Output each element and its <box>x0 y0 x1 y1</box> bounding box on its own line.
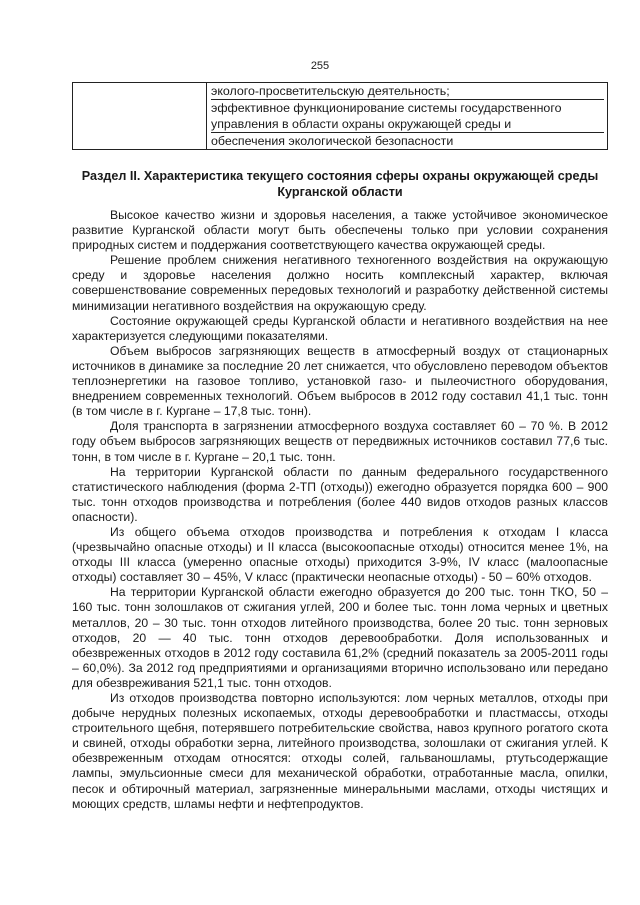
paragraph: Высокое качество жизни и здоровья населения, а также устойчивое экономическое развитие Курганской области могут быть обеспечены только при условии сохранения природных систем и поддержания соответствующего качества окружающей среды. <box>72 208 608 253</box>
table-row <box>73 83 608 150</box>
paragraph: Решение проблем снижения негативного техногенного воздействия на окружающую среду и здоровье населения должно носить комплексный характер, включая совершенствование современных передовых технологий и разработку действенной системы минимизации негативного воздействия на окружающую среду. <box>72 253 608 313</box>
paragraph: На территории Курганской области ежегодно образуется до 200 тыс. тонн ТКО, 50 – 160 тыс. тонн золошлаков от сжигания углей, 200 и более тыс. тонн лома черных и цветных металлов, 20 – 30 тыс. тонн отходов литейного производства, более 20 тыс. тонн зерновых отходов, 20 — 40 тыс. тонн отходов деревообработки. Доля использованных и обезвреженных отходов в 2012 году составила 61,2% (средний показатель за 2005-2011 годы – 60,0%). За 2012 год предприятиями и организациями вторично использовано или передано для обезвреживания 521,1 тыс. тонн отходов. <box>72 585 608 690</box>
continuation-table <box>72 82 608 150</box>
table-line: обеспечения экологической безопасности <box>211 132 604 149</box>
section-title: Раздел II. Характеристика текущего состояния сферы охраны окружающей среды Курганской области <box>81 169 599 199</box>
table-line: эффективное функционирование системы государственного управления в области охраны окружающей среды и <box>211 99 604 132</box>
paragraph: На территории Курганской области по данным федерального государственного статистического наблюдения (форма 2-ТП (отходы)) ежегодно образуется порядка 600 – 900 тыс. тонн отходов производства и потребления (более 440 видов отходов разных классов опасности). <box>72 464 608 524</box>
paragraph: Доля транспорта в загрязнении атмосферного воздуха составляет 60 – 70 %. В 2012 году объем выбросов загрязняющих веществ от передвижных источников составил 77,6 тыс. тонн, в том числе в г. Кургане – 20,1 тыс. тонн. <box>72 419 608 464</box>
paragraph: Из общего объема отходов производства и потребления к отходам I класса (чрезвычайно опасные отходы) и II класса (высокоопасные отходы) относится менее 1%, на отходы III класса (умеренно опасные отходы) приходится 3-9%, IV класс (малоопасные отходы) составляет 30 – 45%, V класс (практически неопасные отходы) - 50 – 60% отходов. <box>72 524 608 585</box>
table-text-cell <box>207 83 608 150</box>
table-empty-cell <box>73 83 207 150</box>
paragraph: Из отходов производства повторно используются: лом черных металлов, отходы при добыче нерудных полезных ископаемых, отходы деревообработки и пластмассы, отходы строительного щебня, потерявшего потребительские свойства, навоз крупного рогатого скота и свиней, отходы обработки зерна, литейного производства, золошлаки от сжигания углей. К обезвреженным отходам относятся: отходы солей, гальваношламы, ртутьсодержащие лампы, эмульсионные смеси для механической обработки, отработанные масла, опилки, песок и обтирочный материал, загрязненные минеральными маслами, отходы чистящих и моющих средств, шламы нефти и нефтепродуктов. <box>72 691 608 811</box>
table-line: эколого-просветительскую деятельность; <box>211 84 450 98</box>
page-number: 255 <box>310 60 330 72</box>
paragraph: Состояние окружающей среды Курганской области и негативного воздействия на нее характеризуется следующими показателями. <box>72 313 608 343</box>
paragraph: Объем выбросов загрязняющих веществ в атмосферный воздух от стационарных источников в динамике за последние 20 лет снижается, что обусловлено переводом объектов теплоэнергетики на газовое топливо, установкой газо- и пылеочистного оборудования, внедрением современных технологий. Объем выбросов в 2012 году составил 41,1 тыс. тонн (в том числе в г. Кургане – 17,8 тыс. тонн). <box>72 343 608 419</box>
body-text <box>72 208 608 812</box>
